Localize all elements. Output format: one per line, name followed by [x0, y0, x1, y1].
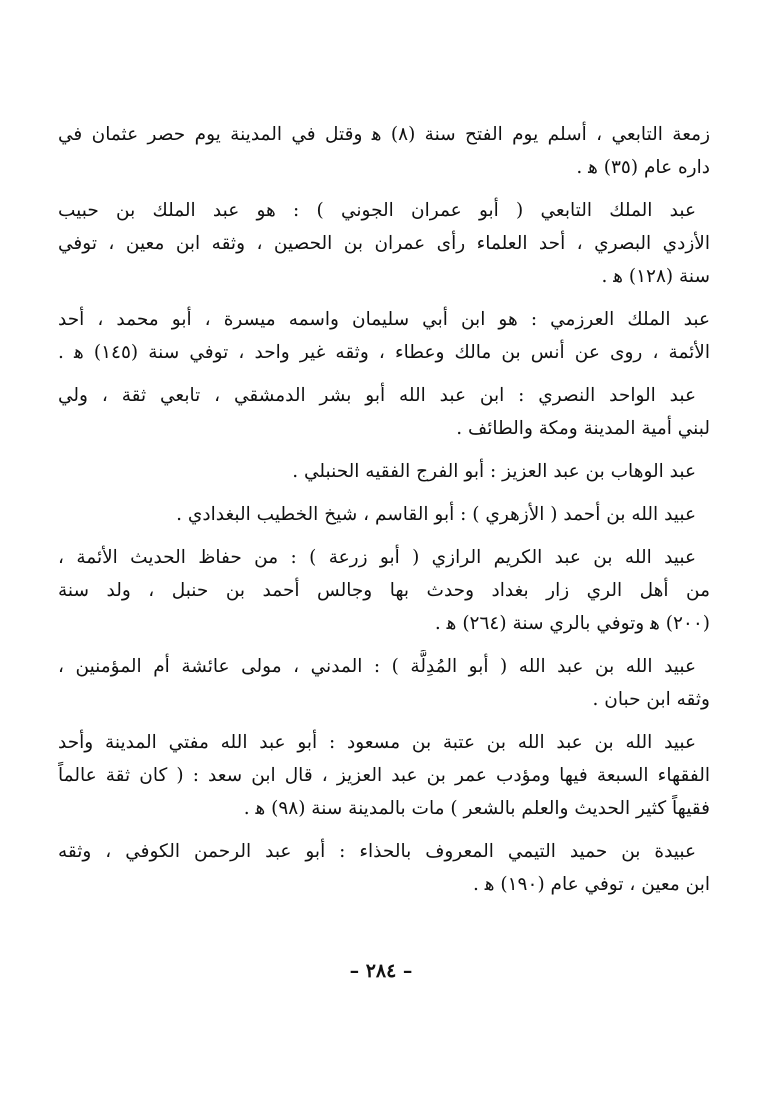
text-line: عبيدة بن حميد التيمي المعروف بالحذاء : أبو عبد الرحمن الكوفي ، وثقه: [58, 841, 696, 862]
text-line: داره عام (٣٥) ﻫ .: [576, 157, 710, 178]
text-line: عبيد الله بن أحمد ( الأزهري ) : أبو القاسم ، شيخ الخطيب البغدادي .: [176, 504, 696, 525]
text-line: الفقهاء السبعة فيها ومؤدب عمر بن عبد العزيز ، قال ابن سعد : ( كان ثقة عالماً: [58, 765, 710, 786]
entry-abd-al-malik-altabii: [58, 194, 710, 293]
text-line: عبد الملك العرزمي : هو ابن أبي سليمان واسمه ميسرة ، أبو محمد ، أحد: [58, 309, 710, 330]
text-line: سنة (١٢٨) ﻫ .: [601, 266, 710, 287]
text-line: فقيهاً كثير الحديث والعلم بالشعر ) مات بالمدينة سنة (٩٨) ﻫ .: [243, 798, 710, 819]
text-line: لبني أمية المدينة ومكة والطائف .: [456, 418, 710, 439]
text-line: الأزدي البصري ، أحد العلماء رأى عمران بن الحصين ، وثقه ابن معين ، توفي: [58, 233, 710, 254]
entry-ubayda-ibn-humayd: [58, 835, 710, 901]
text-line: (٢٠٠) ﻫ وتوفي بالري سنة (٢٦٤) ﻫ .: [434, 613, 710, 634]
text-line: عبيد الله بن عبد الكريم الرازي ( أبو زرعة ) : من حفاظ الحديث الأئمة ،: [58, 547, 696, 568]
entry-zamaa: [58, 118, 710, 184]
text-line: زمعة التابعي ، أسلم يوم الفتح سنة (٨) ﻫ وقتل في المدينة يوم حصر عثمان في: [58, 124, 710, 145]
entry-abu-zura: [58, 541, 710, 640]
text-line: عبيد الله بن عبد الله بن عتبة بن مسعود : أبو عبد الله مفتي المدينة وأحد: [58, 732, 696, 753]
entry-abu-almudilla: [58, 650, 710, 716]
text-line: الأئمة ، روى عن أنس بن مالك وعطاء ، وثقه غير واحد ، توفي سنة (١٤٥) ﻫ .: [58, 342, 710, 363]
text-line: وثقه ابن حبان .: [592, 689, 710, 710]
text-line: من أهل الري زار بغداد وحدث بها وجالس أحمد بن حنبل ، ولد سنة: [58, 580, 710, 601]
text-line: ابن معين ، توفي عام (١٩٠) ﻫ .: [473, 874, 710, 895]
entry-abd-al-malik-alarzami: [58, 303, 710, 369]
entry-ubaydallah-alazhari: [58, 498, 710, 531]
text-line: عبيد الله بن عبد الله ( أبو المُدِلَّة ) : المدني ، مولى عائشة أم المؤمنين ،: [58, 656, 696, 677]
text-line: عبد الملك التابعي ( أبو عمران الجوني ) : هو عبد الملك بن حبيب: [58, 200, 696, 221]
entry-abd-al-wahhab: [58, 455, 710, 488]
entry-ubaydallah-ibn-utba: [58, 726, 710, 825]
text-line: عبد الواحد النصري : ابن عبد الله أبو بشر الدمشقي ، تابعي ثقة ، ولي: [58, 385, 696, 406]
text-line: عبد الوهاب بن عبد العزيز : أبو الفرج الفقيه الحنبلي .: [292, 461, 696, 482]
entry-abd-al-wahid-alnasri: [58, 379, 710, 445]
page-number: – ٢٨٤ –: [349, 960, 413, 982]
